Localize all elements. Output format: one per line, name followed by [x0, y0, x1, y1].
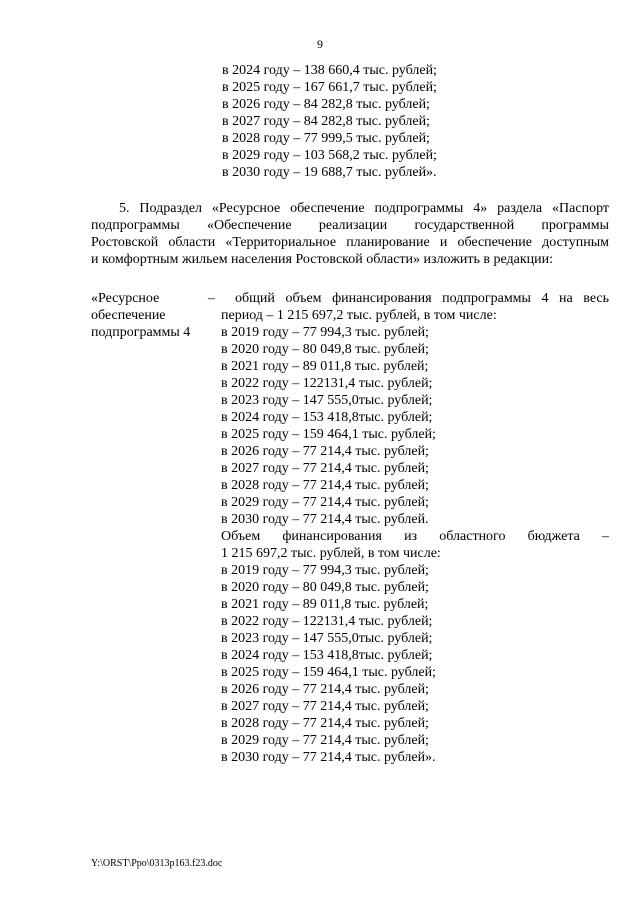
- total-intro-line: общий объем финансирования подпрограммы 4 на весь: [235, 291, 609, 306]
- year-line: в 2028 году – 77 999,5 тыс. рублей;: [222, 131, 430, 146]
- paragraph-line: 5. Подраздел «Ресурсное обеспечение подпрограммы 4» раздела «Паспорт: [119, 201, 609, 216]
- total-year-line: в 2030 году – 77 214,4 тыс. рублей.: [221, 512, 429, 527]
- regional-year-line: в 2020 году – 80 049,8 тыс. рублей;: [221, 580, 429, 595]
- total-year-line: в 2019 году – 77 994,3 тыс. рублей;: [221, 325, 429, 340]
- file-path-footer: Y:\ORST\Ppo\0313p163.f23.doc: [91, 858, 223, 869]
- paragraph-line: и комфортным жильем населения Ростовской области» изложить в редакции:: [91, 252, 554, 267]
- label-line: подпрограммы 4: [91, 325, 191, 340]
- year-line: в 2026 году – 84 282,8 тыс. рублей;: [222, 97, 430, 112]
- regional-year-line: в 2021 году – 89 011,8 тыс. рублей;: [221, 597, 429, 612]
- total-year-line: в 2026 году – 77 214,4 тыс. рублей;: [221, 444, 429, 459]
- total-year-line: в 2027 году – 77 214,4 тыс. рублей;: [221, 461, 429, 476]
- year-line: в 2027 году – 84 282,8 тыс. рублей;: [222, 114, 430, 129]
- total-year-line: в 2023 году – 147 555,0тыс. рублей;: [221, 393, 433, 408]
- regional-intro-line: Объем финансирования из областного бюджета –: [221, 529, 609, 544]
- regional-year-line: в 2029 году – 77 214,4 тыс. рублей;: [221, 733, 429, 748]
- regional-year-line: в 2019 году – 77 994,3 тыс. рублей;: [221, 563, 429, 578]
- resource-content: [221, 290, 609, 766]
- total-year-line: в 2024 году – 153 418,8тыс. рублей;: [221, 410, 433, 425]
- regional-year-line: в 2030 году – 77 214,4 тыс. рублей».: [221, 750, 436, 765]
- regional-year-line: в 2024 году – 153 418,8тыс. рублей;: [221, 648, 433, 663]
- label-line: «Ресурсное: [91, 291, 160, 306]
- total-year-line: в 2029 году – 77 214,4 тыс. рублей;: [221, 495, 429, 510]
- page-number: 9: [317, 37, 323, 51]
- regional-year-line: в 2027 году – 77 214,4 тыс. рублей;: [221, 699, 429, 714]
- year-line: в 2030 году – 19 688,7 тыс. рублей».: [222, 165, 437, 180]
- year-line: в 2024 году – 138 660,4 тыс. рублей;: [222, 63, 437, 78]
- top-year-list: [222, 62, 437, 181]
- paragraph-line: подпрограммы «Обеспечение реализации государственной программы: [91, 218, 609, 233]
- regional-intro-line: 1 215 697,2 тыс. рублей, в том числе:: [221, 546, 441, 561]
- regional-year-line: в 2028 году – 77 214,4 тыс. рублей;: [221, 716, 429, 731]
- year-line: в 2025 году – 167 661,7 тыс. рублей;: [222, 80, 437, 95]
- total-year-line: в 2020 году – 80 049,8 тыс. рублей;: [221, 342, 429, 357]
- dash-separator: –: [208, 291, 215, 306]
- regional-year-line: в 2026 году – 77 214,4 тыс. рублей;: [221, 682, 429, 697]
- regional-year-line: в 2023 году – 147 555,0тыс. рублей;: [221, 631, 433, 646]
- year-line: в 2029 году – 103 568,2 тыс. рублей;: [222, 148, 437, 163]
- paragraph-line: Ростовской области «Территориальное планирование и обеспечение доступным: [91, 235, 609, 250]
- total-year-line: в 2022 году – 122131,4 тыс. рублей;: [221, 376, 433, 391]
- regional-year-line: в 2022 году – 122131,4 тыс. рублей;: [221, 614, 433, 629]
- total-year-line: в 2021 году – 89 011,8 тыс. рублей;: [221, 359, 429, 374]
- resource-label: [91, 290, 190, 341]
- label-line: обеспечение: [91, 308, 166, 323]
- total-year-line: в 2025 году – 159 464,1 тыс. рублей;: [221, 427, 436, 442]
- regional-year-line: в 2025 году – 159 464,1 тыс. рублей;: [221, 665, 436, 680]
- total-year-line: в 2028 году – 77 214,4 тыс. рублей;: [221, 478, 429, 493]
- amendment-paragraph: [91, 200, 609, 268]
- total-intro-line: период – 1 215 697,2 тыс. рублей, в том числе:: [221, 308, 497, 323]
